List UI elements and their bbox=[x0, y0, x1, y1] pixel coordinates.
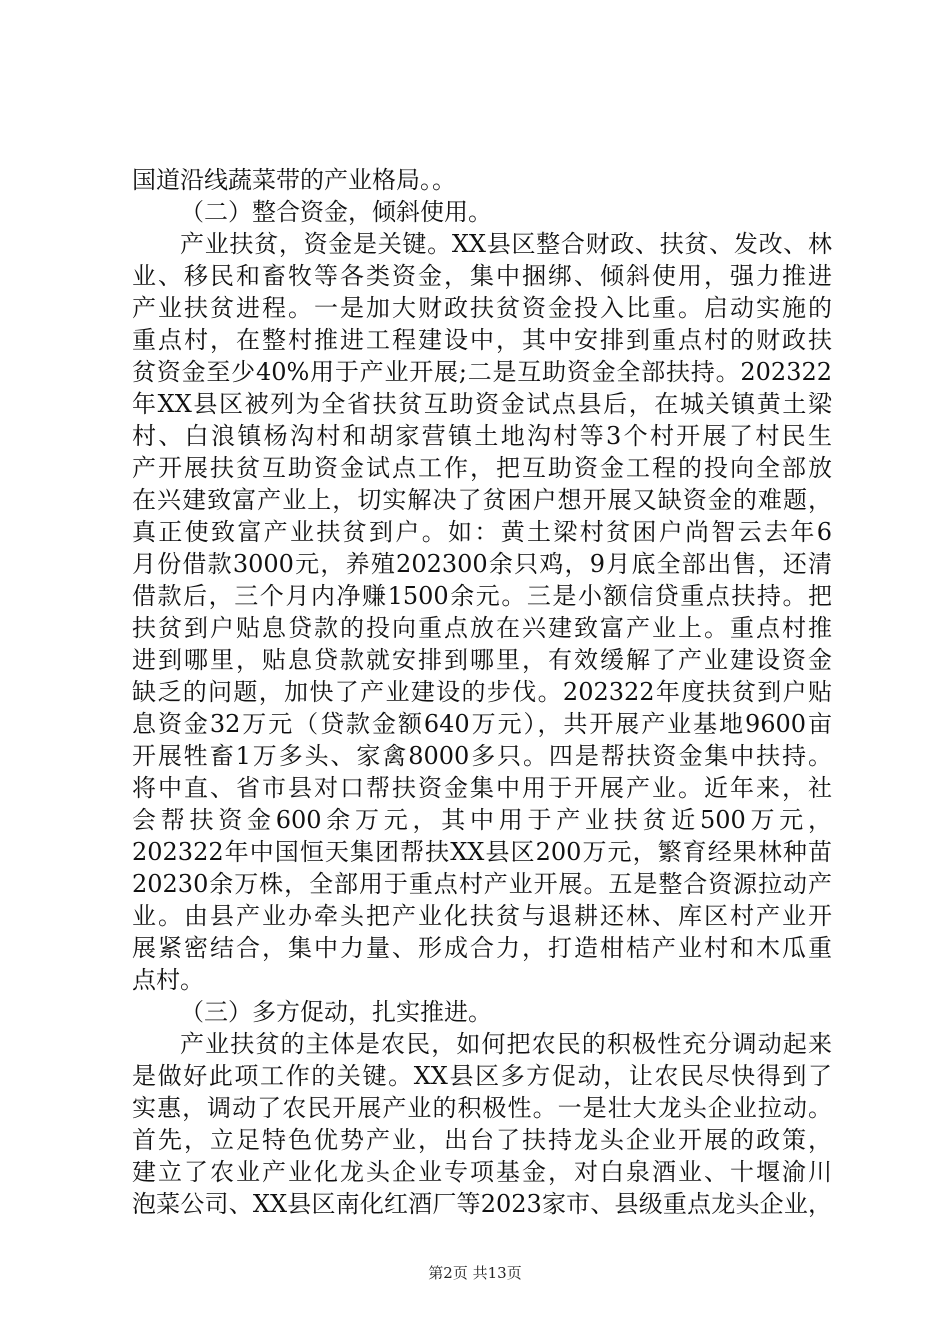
text-line: 产业扶贫的主体是农民，如何把农民的积极性充分调动起来 bbox=[180, 1030, 832, 1058]
text-line: 在兴建致富产业上，切实解决了贫困户想开展又缺资金的难题， bbox=[132, 486, 832, 514]
text-line: 会帮扶资金600余万元，其中用于产业扶贫近500万元， bbox=[132, 806, 832, 834]
text-line: 展紧密结合，集中力量、形成合力，打造柑桔产业村和木瓜重 bbox=[132, 934, 832, 962]
text-line: 泡菜公司、XX县区南化红酒厂等2023家市、县级重点龙头企业， bbox=[132, 1190, 832, 1218]
text-line: 首先，立足特色优势产业，出台了扶持龙头企业开展的政策， bbox=[132, 1126, 832, 1154]
text-line: 实惠，调动了农民开展产业的积极性。一是壮大龙头企业拉动。 bbox=[132, 1094, 832, 1122]
text-line: 息资金32万元（贷款金额640万元），共开展产业基地9600亩 bbox=[132, 710, 832, 738]
page-number-footer: 第2页 共13页 bbox=[428, 1264, 522, 1282]
text-line: 产业扶贫，资金是关键。XX县区整合财政、扶贫、发改、林 bbox=[180, 230, 832, 258]
text-line: 村、白浪镇杨沟村和胡家营镇土地沟村等3个村开展了村民生 bbox=[132, 422, 832, 450]
text-line: 月份借款3000元，养殖202300余只鸡，9月底全部出售，还清 bbox=[132, 550, 832, 578]
text-line: 年XX县区被列为全省扶贫互助资金试点县后，在城关镇黄土梁 bbox=[132, 390, 832, 418]
text-line: 是做好此项工作的关键。XX县区多方促动，让农民尽快得到了 bbox=[132, 1062, 832, 1090]
text-line: 扶贫到户贴息贷款的投向重点放在兴建致富产业上。重点村推 bbox=[132, 614, 832, 642]
text-line: 点村。 bbox=[132, 966, 204, 994]
section-heading: （三）多方促动，扎实推进。 bbox=[180, 998, 492, 1026]
section-heading: （二）整合资金，倾斜使用。 bbox=[180, 198, 492, 226]
text-line: 业。由县产业办牵头把产业化扶贫与退耕还林、库区村产业开 bbox=[132, 902, 832, 930]
text-line: 产开展扶贫互助资金试点工作，把互助资金工程的投向全部放 bbox=[132, 454, 832, 482]
text-line: 重点村，在整村推进工程建设中，其中安排到重点村的财政扶 bbox=[132, 326, 832, 354]
text-line: 202322年中国恒天集团帮扶XX县区200万元，繁育经果林种苗 bbox=[132, 838, 832, 866]
text-line: 缺乏的问题，加快了产业建设的步伐。202322年度扶贫到户贴 bbox=[132, 678, 832, 706]
text-line: 产业扶贫进程。一是加大财政扶贫资金投入比重。启动实施的 bbox=[132, 294, 832, 322]
text-line: 借款后，三个月内净赚1500余元。三是小额信贷重点扶持。把 bbox=[132, 582, 832, 610]
text-line: 贫资金至少40%用于产业开展;二是互助资金全部扶持。202322 bbox=[132, 358, 832, 386]
text-line: 进到哪里，贴息贷款就安排到哪里，有效缓解了产业建设资金 bbox=[132, 646, 832, 674]
text-line: 建立了农业产业化龙头企业专项基金，对白泉酒业、十堰渝川 bbox=[132, 1158, 832, 1186]
text-line: 20230余万株，全部用于重点村产业开展。五是整合资源拉动产 bbox=[132, 870, 832, 898]
text-line: 将中直、省市县对口帮扶资金集中用于开展产业。近年来，社 bbox=[132, 774, 832, 802]
document-body bbox=[132, 164, 832, 1220]
text-line: 开展牲畜1万多头、家禽8000多只。四是帮扶资金集中扶持。 bbox=[132, 742, 832, 770]
text-line: 业、移民和畜牧等各类资金，集中捆绑、倾斜使用，强力推进 bbox=[132, 262, 832, 290]
text-line: 真正使致富产业扶贫到户。如：黄土梁村贫困户尚智云去年6 bbox=[132, 518, 832, 546]
text-line: 国道沿线蔬菜带的产业格局。。 bbox=[132, 166, 456, 194]
